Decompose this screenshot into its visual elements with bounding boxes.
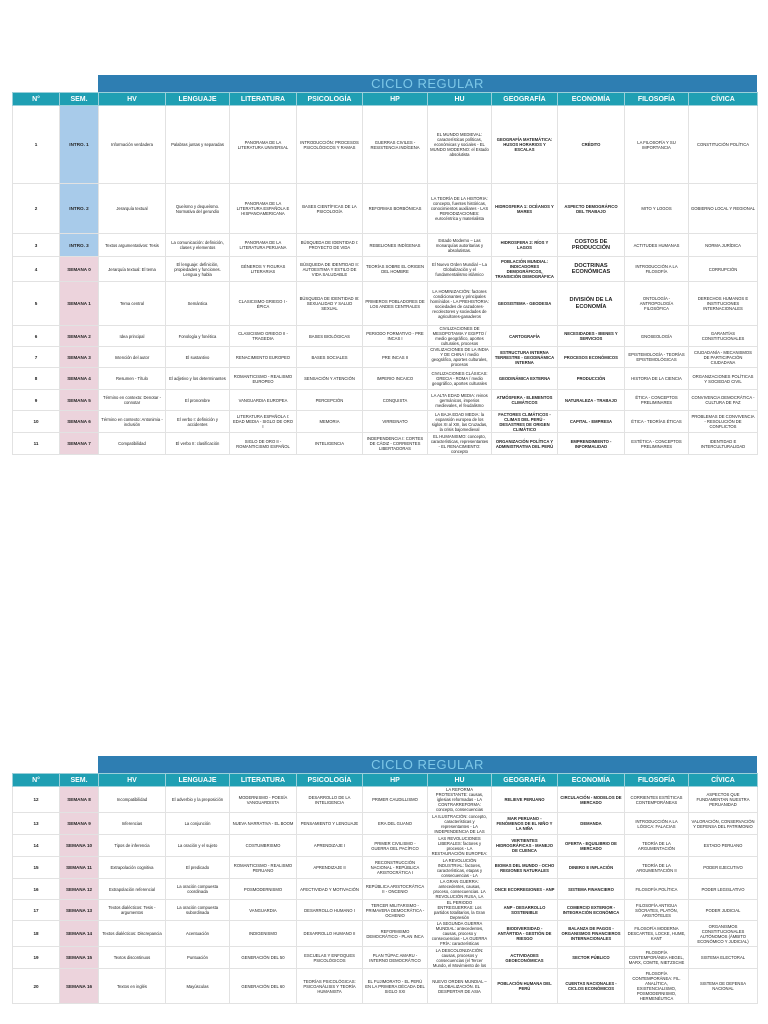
- cell-psicologia: ESCUELAS Y ENFOQUES PSICOLÓGICOS: [297, 947, 363, 969]
- cell-civica: CONSTITUCIÓN POLÍTICA: [689, 106, 758, 184]
- cell-lenguaje: La oración compuesta coordinada: [166, 879, 230, 900]
- cell-lenguaje: El pronombre: [166, 390, 230, 411]
- cell-economia: DEMANDA: [558, 813, 625, 835]
- cell-hu: LA GRAN GUERRA: antecedentes, causas, proceso, consecuencias. LA REVOLUCIÓN RUSA, LA: [428, 879, 492, 900]
- cell-psicologia: APRENDIZAJE I: [297, 835, 363, 857]
- cell-hv: Inferencias: [99, 813, 166, 835]
- cell-hp: REFORMAS BORBÓNICAS: [363, 184, 428, 234]
- cell-civica: SISTEMA DE DEFENSA NACIONAL: [689, 969, 758, 1004]
- cell-filosofia: HISTORIA DE LA CIENCIA: [625, 368, 689, 390]
- cell-hv: Extrapolación cognitiva: [99, 857, 166, 879]
- cell-num: 13: [13, 813, 60, 835]
- cell-sem: SEMANA 7: [60, 433, 99, 455]
- cell-hu: LA DESCOLONIZACIÓN: causas, procesos y consecuencias (el Tercer Mundo, el Movimiento de los: [428, 947, 492, 969]
- schedule-table-1: [12, 92, 758, 455]
- cell-civica: NORMA JURÍDICA: [689, 234, 758, 257]
- column-header-economia: ECONOMÍA: [558, 774, 625, 787]
- cell-hu: EL MUNDO MEDIEVAL: características políticas, económicas y sociales - EL MUNDO MODERNO: el Estado absolutista: [428, 106, 492, 184]
- cell-literatura: NUEVA NARRATIVA - EL BOOM: [230, 813, 297, 835]
- column-header-lenguaje: LENGUAJE: [166, 93, 230, 106]
- cell-hp: IMPERIO INCAICO: [363, 368, 428, 390]
- cell-filosofia: FILOSOFÍA POLÍTICA: [625, 879, 689, 900]
- cell-economia: CIRCULACIÓN - MODELOS DE MERCADO: [558, 787, 625, 813]
- cell-civica: CONVIVENCIA DEMOCRÁTICA - CULTURA DE PAZ: [689, 390, 758, 411]
- cell-hv: Textos discontinuos: [99, 947, 166, 969]
- cell-lenguaje: El verbo II: clasificación: [166, 433, 230, 455]
- table-row: [13, 921, 758, 947]
- cell-hv: Textos en inglés: [99, 969, 166, 1004]
- cell-geografia: ATMÓSFERA - ELEMENTOS CLIMÁTICOS: [492, 390, 558, 411]
- schedule-sheet-1: [12, 75, 757, 455]
- cell-sem: INTRO. 3: [60, 234, 99, 257]
- cell-literatura: VANGUARDIA EUROPEA: [230, 390, 297, 411]
- table-body: [13, 106, 758, 455]
- cell-geografia: CARTOGRAFÍA: [492, 326, 558, 347]
- cell-filosofia: CORRIENTES ESTÉTICAS CONTEMPORÁNEAS: [625, 787, 689, 813]
- cell-psicologia: BÚSQUEDA DE IDENTIDAD I: PROYECTO DE VIDA: [297, 234, 363, 257]
- cell-hv: Textos dialécticos: Discrepancia: [99, 921, 166, 947]
- cell-geografia: HIDROSFERA 2: RÍOS Y LAGOS: [492, 234, 558, 257]
- cell-geografia: BIODIVERSIDAD - ANTÁRTIDA - GESTIÓN DE RIESGO: [492, 921, 558, 947]
- cell-hv: Jerarquía textual: El tema: [99, 257, 166, 282]
- cell-filosofia: TEORÍA DE LA ARGUMENTACIÓN II: [625, 857, 689, 879]
- cell-psicologia: PERCEPCIÓN: [297, 390, 363, 411]
- cell-civica: GOBIERNO LOCAL Y REGIONAL: [689, 184, 758, 234]
- cell-civica: PODER EJECUTIVO: [689, 857, 758, 879]
- table-row: [13, 347, 758, 368]
- cell-hp: PRE INCAS II: [363, 347, 428, 368]
- cell-civica: IDENTIDAD E INTERCULTURALIDAD: [689, 433, 758, 455]
- cell-civica: CIUDADANÍA - MECANISMOS DE PARTICIPACIÓN CIUDADANA: [689, 347, 758, 368]
- cell-hv: Término en contexto: Denotar - connotar: [99, 390, 166, 411]
- banner-title: CICLO REGULAR: [98, 756, 757, 773]
- cell-geografia: GEODINÁMICA EXTERNA: [492, 368, 558, 390]
- cell-economia: BALANZA DE PAGOS - ORGANISMOS FINANCIEROS INTERNACIONALES: [558, 921, 625, 947]
- table-row: [13, 411, 758, 433]
- cell-geografia: GEOSISTEMA - GEODESIA: [492, 282, 558, 326]
- column-header-filosofia: FILOSOFÍA: [625, 93, 689, 106]
- cell-hu: LA REFORMA PROTESTANTE: causas, iglesias reformadas - LA CONTRARREFORMA: concepto, consecuencias: [428, 787, 492, 813]
- cell-hp: GUERRAS CIVILES - RESISTENCIA INDÍGENA: [363, 106, 428, 184]
- column-header-literatura: LITERATURA: [230, 93, 297, 106]
- cell-lenguaje: La conjunción: [166, 813, 230, 835]
- table-row: [13, 857, 758, 879]
- cell-filosofia: FILOSOFÍA MODERNA DESCARTES, LOCKE, HUME, KANT: [625, 921, 689, 947]
- table-row: [13, 368, 758, 390]
- cell-geografia: BIOMAS DEL MUNDO - OCHO REGIONES NATURALES: [492, 857, 558, 879]
- cell-geografia: GEOGRAFÍA MATEMÁTICA: HUSOS HORARIOS Y ESCALAS: [492, 106, 558, 184]
- banner: [12, 756, 757, 773]
- schedule-table-2: [12, 773, 758, 1004]
- header-row: [13, 93, 758, 106]
- cell-hp: VIRREINATO: [363, 411, 428, 433]
- column-header-num: N°: [13, 774, 60, 787]
- table-row: [13, 257, 758, 282]
- cell-lenguaje: El lenguaje: definición, propiedades y funciones. Lengua y habla: [166, 257, 230, 282]
- cell-lenguaje: El sustantivo: [166, 347, 230, 368]
- cell-lenguaje: Puntuación: [166, 947, 230, 969]
- table-body: [13, 787, 758, 1004]
- cell-sem: INTRO. 2: [60, 184, 99, 234]
- column-header-hp: HP: [363, 93, 428, 106]
- cell-literatura: MODERNISMO - POESÍA VANGUARDISTA: [230, 787, 297, 813]
- cell-lenguaje: El adjetivo y los determinantes: [166, 368, 230, 390]
- cell-psicologia: AFECTIVIDAD Y MOTIVACIÓN: [297, 879, 363, 900]
- cell-civica: SISTEMA ELECTORAL: [689, 947, 758, 969]
- cell-psicologia: INTELIGENCIA: [297, 433, 363, 455]
- cell-sem: SEMANA 6: [60, 411, 99, 433]
- cell-num: 8: [13, 368, 60, 390]
- column-header-geografia: GEOGRAFÍA: [492, 93, 558, 106]
- cell-num: 6: [13, 326, 60, 347]
- column-header-sem: SEM.: [60, 93, 99, 106]
- cell-filosofia: ESTÉTICA - CONCEPTOS PRELIMINARES: [625, 433, 689, 455]
- column-header-literatura: LITERATURA: [230, 774, 297, 787]
- cell-geografia: ORGANIZACIÓN POLÍTICA Y ADMINISTRATIVA DEL PERÚ: [492, 433, 558, 455]
- cell-lenguaje: El predicado: [166, 857, 230, 879]
- cell-economia: COSTOS DE PRODUCCIÓN: [558, 234, 625, 257]
- cell-hp: INDEPENDENCIA I: CORTES DE CÁDIZ - CORRIENTES LIBERTADORAS: [363, 433, 428, 455]
- cell-lenguaje: Palabras juntas y separadas: [166, 106, 230, 184]
- table-row: [13, 282, 758, 326]
- cell-geografia: POBLACIÓN HUMANA DEL PERÚ: [492, 969, 558, 1004]
- table-row: [13, 813, 758, 835]
- table-row: [13, 835, 758, 857]
- column-header-sem: SEM.: [60, 774, 99, 787]
- cell-literatura: PANORAMA DE LA LITERATURA UNIVERSAL: [230, 106, 297, 184]
- cell-hp: PRIMER CIVILISMO - GUERRA DEL PACÍFICO: [363, 835, 428, 857]
- cell-hv: Idea principal: [99, 326, 166, 347]
- cell-filosofia: INTRODUCCIÓN A LA FILOSOFÍA: [625, 257, 689, 282]
- cell-civica: DERECHOS HUMANOS E INSTITUCIONES INTERNACIONALES: [689, 282, 758, 326]
- cell-num: 4: [13, 257, 60, 282]
- cell-civica: ESTADO PERUANO: [689, 835, 758, 857]
- cell-hp: PRIMER CAUDILLISMO: [363, 787, 428, 813]
- cell-filosofia: GNOSEOLOGÍA: [625, 326, 689, 347]
- cell-economia: DOCTRINAS ECONÓMICAS: [558, 257, 625, 282]
- cell-hp: TEORÍAS SOBRE EL ORIGEN DEL HOMBRE: [363, 257, 428, 282]
- cell-lenguaje: La oración y el sujeto: [166, 835, 230, 857]
- column-header-lenguaje: LENGUAJE: [166, 774, 230, 787]
- cell-hu: LA TEORÍA DE LA HISTORIA: concepto, fuentes históricas, conocimientos auxiliares - LAS PERIODIZACIONES: eurocéntrica y materialista: [428, 184, 492, 234]
- cell-civica: PODER LEGISLATIVO: [689, 879, 758, 900]
- cell-sem: SEMANA 12: [60, 879, 99, 900]
- cell-num: 7: [13, 347, 60, 368]
- cell-geografia: ONCE ECORREGIONES - ANP: [492, 879, 558, 900]
- column-header-filosofia: FILOSOFÍA: [625, 774, 689, 787]
- cell-civica: PROBLEMAS DE CONVIVENCIA - RESOLUCIÓN DE CONFLICTOS: [689, 411, 758, 433]
- cell-num: 20: [13, 969, 60, 1004]
- cell-hu: El Nuevo Orden Mundial – La Globalización y el fundamentalismo islámico: [428, 257, 492, 282]
- cell-hu: CIVILIZACIONES DE MESOPOTAMIA Y EGIPTO / medio geográfico, aportes culturales, procesos: [428, 326, 492, 347]
- column-header-psicologia: PSICOLOGÍA: [297, 93, 363, 106]
- table-row: [13, 390, 758, 411]
- cell-hp: CONQUISTA: [363, 390, 428, 411]
- cell-geografia: ANP - DESARROLLO SOSTENIBLE: [492, 900, 558, 921]
- cell-sem: SEMANA 14: [60, 921, 99, 947]
- cell-hu: CIVILIZACIONES CLÁSICAS: GRECIA - ROMA / medio geográfico, aportes culturales: [428, 368, 492, 390]
- cell-filosofia: ACTITUDES HUMANAS: [625, 234, 689, 257]
- cell-sem: SEMANA 0: [60, 257, 99, 282]
- cell-hu: Estado Moderno – Las monarquías autoritarias y absolutistas.: [428, 234, 492, 257]
- table-row: [13, 969, 758, 1004]
- cell-hu: LA BAJA EDAD MEDIA: la expansión europea de los siglos XI al XIII, las Cruzadas, la crisis bajomedieval: [428, 411, 492, 433]
- cell-literatura: COSTUMBRISMO: [230, 835, 297, 857]
- cell-filosofia: EPISTEMOLOGÍA - TEORÍAS EPISTEMOLÓGICAS: [625, 347, 689, 368]
- cell-filosofia: FILOSOFÍA CONTEMPORÁNEA HEGEL, MARX, COMTE, NIETZSCHE: [625, 947, 689, 969]
- cell-geografia: ESTRUCTURA INTERNA TERRESTRE - GEODINÁMICA INTERNA: [492, 347, 558, 368]
- banner-title: CICLO REGULAR: [98, 75, 757, 92]
- column-header-hu: HU: [428, 93, 492, 106]
- cell-economia: CRÉDITO: [558, 106, 625, 184]
- cell-hu: CIVILIZACIONES DE LA INDIA Y DE CHINA / medio geográfico, aportes culturales, procesos: [428, 347, 492, 368]
- cell-hp: ERA DEL GUANO: [363, 813, 428, 835]
- cell-hv: Jerarquía textual: [99, 184, 166, 234]
- cell-psicologia: DESARROLLO HUMANO I: [297, 900, 363, 921]
- cell-num: 12: [13, 787, 60, 813]
- cell-filosofia: FILOSOFÍA CONTEMPORÁNEA: FIL. ANALÍTICA, EXISTENCIALISMO, POSMODERNISMO, HERMENÉUTICA: [625, 969, 689, 1004]
- cell-psicologia: BÚSQUEDA DE IDENTIDAD II: AUTOESTIMA Y ESTILO DE VIDA SALUDABLE: [297, 257, 363, 282]
- cell-sem: SEMANA 13: [60, 900, 99, 921]
- cell-economia: DINERO E INFLACIÓN: [558, 857, 625, 879]
- cell-economia: CUENTAS NACIONALES - CICLOS ECONÓMICOS: [558, 969, 625, 1004]
- cell-hp: EL FUJIMORATO - EL PERÚ EN LA PRIMERA DÉCADA DEL SIGLO XXI: [363, 969, 428, 1004]
- cell-num: 18: [13, 921, 60, 947]
- cell-filosofia: TEORÍA DE LA ARGUMENTACIÓN: [625, 835, 689, 857]
- cell-economia: OFERTA - EQUILIBRIO DE MERCADO: [558, 835, 625, 857]
- cell-hv: Incompatibilidad: [99, 787, 166, 813]
- cell-literatura: POSMODERNISMO: [230, 879, 297, 900]
- cell-economia: SECTOR PÚBLICO: [558, 947, 625, 969]
- cell-hv: Textos dialécticos: Tesis - argumentos: [99, 900, 166, 921]
- cell-economia: NATURALEZA - TRABAJO: [558, 390, 625, 411]
- cell-filosofia: FILOSOFÍA ANTIGUA SÓCRATES, PLATÓN, ARISTÓTELES: [625, 900, 689, 921]
- cell-lenguaje: El adverbio y la preposición: [166, 787, 230, 813]
- cell-hu: LA HOMINIZACIÓN: factores condicionantes y principales homínidos - LA PREHISTORIA: sociedades de cazadores-recolectores y sociedades de agricultores-ganaderos: [428, 282, 492, 326]
- cell-hp: RECONSTRUCCIÓN NACIONAL - REPÚBLICA ARISTOCRÁTICA I: [363, 857, 428, 879]
- cell-literatura: GENERACIÓN DEL 60: [230, 969, 297, 1004]
- cell-hu: LA SEGUNDA GUERRA MUNDIAL: antecedentes, causas, proceso y consecuencias - LA GUERRA FRÍA: características: [428, 921, 492, 947]
- cell-geografia: HIDROSFERA 1: OCÉANOS Y MARES: [492, 184, 558, 234]
- cell-num: 17: [13, 900, 60, 921]
- cell-lenguaje: Fonología y fonética: [166, 326, 230, 347]
- cell-civica: ORGANIZACIONES POLÍTICAS Y SOCIEDAD CIVIL: [689, 368, 758, 390]
- cell-literatura: INDIGENISMO: [230, 921, 297, 947]
- cell-civica: PODER JUDICIAL: [689, 900, 758, 921]
- cell-literatura: ROMANTICISMO - REALISMO EUROPEO: [230, 368, 297, 390]
- cell-literatura: CLASICISMO GRIEGO II - TRAGEDIA: [230, 326, 297, 347]
- cell-lenguaje: Semántica: [166, 282, 230, 326]
- cell-geografia: ACTIVIDADES GEOECONÓMICAS: [492, 947, 558, 969]
- cell-psicologia: BASES CIENTÍFICAS DE LA PSICOLOGÍA: [297, 184, 363, 234]
- cell-num: 2: [13, 184, 60, 234]
- cell-geografia: MAR PERUANO - FENÓMENOS DE EL NIÑO Y LA NIÑA: [492, 813, 558, 835]
- cell-hp: REFORMISMO DEMOCRÁTICO - PLAN INCA: [363, 921, 428, 947]
- cell-hp: REPÚBLICA ARISTOCRÁTICA II - ONCENIO: [363, 879, 428, 900]
- cell-sem: SEMANA 8: [60, 787, 99, 813]
- cell-hv: Textos argumentativos: Tesis: [99, 234, 166, 257]
- cell-hu: LAS REVOLUCIONES LIBERALES: factores y procesos - LA RESTAURACIÓN EUROPEA:: [428, 835, 492, 857]
- cell-num: 15: [13, 857, 60, 879]
- cell-economia: COMERCIO EXTERIOR - INTEGRACIÓN ECONÓMICA: [558, 900, 625, 921]
- cell-geografia: POBLACIÓN MUNDIAL: INDICADORES DEMOGRÁFICOS, TRANSICIÓN DEMOGRÁFICA: [492, 257, 558, 282]
- table-row: [13, 234, 758, 257]
- cell-hp: PRIMEROS POBLADORES DE LOS ANDES CENTRALES: [363, 282, 428, 326]
- cell-hu: LA ALTA EDAD MEDIA: reinos germánicos, imperios medievales, el feudalismo: [428, 390, 492, 411]
- cell-sem: SEMANA 11: [60, 857, 99, 879]
- cell-hv: Información verdadera: [99, 106, 166, 184]
- cell-lenguaje: Mayúsculas: [166, 969, 230, 1004]
- cell-hv: Extrapolación referencial: [99, 879, 166, 900]
- table-row: [13, 106, 758, 184]
- cell-sem: SEMANA 2: [60, 326, 99, 347]
- cell-literatura: GÉNEROS Y FIGURAS LITERARIAS: [230, 257, 297, 282]
- cell-hv: Tema central: [99, 282, 166, 326]
- cell-psicologia: PENSAMIENTO Y LENGUAJE: [297, 813, 363, 835]
- cell-hp: TERCER MILITARISMO - PRIMAVERA DEMOCRÁTICA - OCHENIO: [363, 900, 428, 921]
- column-header-hv: HV: [99, 93, 166, 106]
- cell-lenguaje: El verbo I: definición y accidentes: [166, 411, 230, 433]
- cell-literatura: GENERACIÓN DEL 50: [230, 947, 297, 969]
- cell-filosofia: ONTOLOGÍA - ANTROPOLOGÍA FILOSÓFICA: [625, 282, 689, 326]
- cell-hu: EL PERIODO ENTREGUERRAS: Los partidos totalitarios, la Gran Depresión: [428, 900, 492, 921]
- table-row: [13, 184, 758, 234]
- cell-psicologia: APRENDIZAJE II: [297, 857, 363, 879]
- cell-sem: INTRO. 1: [60, 106, 99, 184]
- cell-num: 9: [13, 390, 60, 411]
- cell-hv: Resumen - Título: [99, 368, 166, 390]
- cell-num: 10: [13, 411, 60, 433]
- cell-psicologia: SENSACIÓN Y ATENCIÓN: [297, 368, 363, 390]
- column-header-civica: CÍVICA: [689, 93, 758, 106]
- cell-economia: SISTEMA FINANCIERO: [558, 879, 625, 900]
- cell-sem: SEMANA 15: [60, 947, 99, 969]
- cell-civica: ASPECTOS QUE FUNDAMENTAN NUESTRA PERUANIDAD: [689, 787, 758, 813]
- cell-psicologia: TEORÍAS PSICOLÓGICAS: PSICOANÁLISIS Y TEORÍA HUMANISTA: [297, 969, 363, 1004]
- cell-num: 19: [13, 947, 60, 969]
- cell-lenguaje: La oración compuesta subordinada: [166, 900, 230, 921]
- cell-economia: NECESIDADES - BIENES Y SERVICIOS: [558, 326, 625, 347]
- cell-num: 11: [13, 433, 60, 455]
- cell-hv: Tipos de inferencia: [99, 835, 166, 857]
- cell-civica: CORRUPCIÓN: [689, 257, 758, 282]
- cell-sem: SEMANA 4: [60, 368, 99, 390]
- cell-num: 14: [13, 835, 60, 857]
- cell-lenguaje: Acentuación: [166, 921, 230, 947]
- cell-geografia: FACTORES CLIMÁTICOS - CLIMAS DEL PERÚ - DESASTRES DE ORIGEN CLIMÁTICO: [492, 411, 558, 433]
- cell-filosofia: INTRODUCCIÓN A LA LÓGICA: FALACIAS: [625, 813, 689, 835]
- column-header-hp: HP: [363, 774, 428, 787]
- cell-economia: DIVISIÓN DE LA ECONOMÍA: [558, 282, 625, 326]
- cell-literatura: SIGLO DE ORO II - ROMANTICISMO ESPAÑOL: [230, 433, 297, 455]
- column-header-psicologia: PSICOLOGÍA: [297, 774, 363, 787]
- cell-civica: GARANTÍAS CONSTITUCIONALES: [689, 326, 758, 347]
- cell-hp: PERIODO FORMATIVO - PRE INCAS I: [363, 326, 428, 347]
- cell-hu: LA REVOLUCIÓN INDUSTRIAL: factores, características, etapas y consecuencias - LA: [428, 857, 492, 879]
- cell-psicologia: INTRODUCCIÓN: PROCESOS PSICOLÓGICOS Y RAMAS: [297, 106, 363, 184]
- column-header-economia: ECONOMÍA: [558, 93, 625, 106]
- cell-sem: SEMANA 9: [60, 813, 99, 835]
- column-header-num: N°: [13, 93, 60, 106]
- table-row: [13, 947, 758, 969]
- cell-literatura: LITERATURA ESPAÑOLA I: EDAD MEDIA - SIGLO DE ORO I: [230, 411, 297, 433]
- cell-psicologia: BASES SOCIALES: [297, 347, 363, 368]
- table-row: [13, 326, 758, 347]
- cell-sem: SEMANA 16: [60, 969, 99, 1004]
- column-header-hv: HV: [99, 774, 166, 787]
- cell-hp: REBELIONES INDÍGENAS: [363, 234, 428, 257]
- table-row: [13, 879, 758, 900]
- cell-hv: Intención del autor: [99, 347, 166, 368]
- cell-economia: PROCESOS ECONÓMICOS: [558, 347, 625, 368]
- cell-literatura: VANGUARDIA: [230, 900, 297, 921]
- cell-psicologia: BASES BIOLÓGICAS: [297, 326, 363, 347]
- cell-filosofia: ÉTICA - TEORÍAS ÉTICAS: [625, 411, 689, 433]
- table-row: [13, 433, 758, 455]
- cell-literatura: RENACIMIENTO EUROPEO: [230, 347, 297, 368]
- cell-civica: VALORACIÓN, CONSERVACIÓN Y DEFENSA DEL PATRIMONIO: [689, 813, 758, 835]
- cell-filosofia: MITO Y LOGOS: [625, 184, 689, 234]
- cell-geografia: VERTIENTES HIDROGRÁFICAS - MANEJO DE CUENCA: [492, 835, 558, 857]
- cell-psicologia: DESARROLLO DE LA INTELIGENCIA: [297, 787, 363, 813]
- column-header-civica: CÍVICA: [689, 774, 758, 787]
- schedule-sheet-2: [12, 756, 757, 1004]
- banner: [12, 75, 757, 92]
- cell-hu: EL HUMANISMO: concepto, características, representantes - EL RENACIMIENTO: concepto: [428, 433, 492, 455]
- cell-psicologia: MEMORIA: [297, 411, 363, 433]
- cell-civica: ORGANISMOS CONSTITUCIONALES AUTÓNOMOS (ÁMBITO ECONÓMICO Y JUDICIAL): [689, 921, 758, 947]
- cell-hu: LA ILUSTRACIÓN: concepto, características y representantes - LA INDEPENDENCIA DE LAS: [428, 813, 492, 835]
- cell-psicologia: DESARROLLO HUMANO II: [297, 921, 363, 947]
- cell-hv: Término en contexto: Antonimia - inclusión: [99, 411, 166, 433]
- cell-lenguaje: La comunicación: definición, clases y elementos: [166, 234, 230, 257]
- cell-hp: PLAN TÚPAC AMARU - INTERNO DEMOCRÁTICO: [363, 947, 428, 969]
- cell-num: 5: [13, 282, 60, 326]
- column-header-hu: HU: [428, 774, 492, 787]
- cell-num: 16: [13, 879, 60, 900]
- cell-literatura: CLASICISMO GRIEGO I - ÉPICA: [230, 282, 297, 326]
- cell-sem: SEMANA 5: [60, 390, 99, 411]
- cell-economia: EMPRENDIMIENTO - INFORMALIDAD: [558, 433, 625, 455]
- cell-economia: ASPECTO DEMOGRÁFICO DEL TRABAJO: [558, 184, 625, 234]
- cell-sem: SEMANA 1: [60, 282, 99, 326]
- cell-filosofia: LA FILOSOFÍA Y SU IMPORTANCIA: [625, 106, 689, 184]
- cell-economia: CAPITAL - EMPRESA: [558, 411, 625, 433]
- cell-hv: Compatibilidad: [99, 433, 166, 455]
- cell-lenguaje: Queísmo y dequeísmo. Normativa del gerundio: [166, 184, 230, 234]
- cell-literatura: PANORAMA DE LA LITERATURA PERUANA: [230, 234, 297, 257]
- cell-sem: SEMANA 10: [60, 835, 99, 857]
- header-row: [13, 774, 758, 787]
- cell-geografia: RELIEVE PERUANO: [492, 787, 558, 813]
- cell-num: 3: [13, 234, 60, 257]
- cell-psicologia: BÚSQUEDA DE IDENTIDAD III: SEXUALIDAD Y SALUD SEXUAL: [297, 282, 363, 326]
- cell-literatura: ROMANTICISMO - REALISMO PERUANO: [230, 857, 297, 879]
- cell-hu: NUEVO ORDEN MUNDIAL – GLOBALIZACIÓN. EL DESPERTAR DE ASIA: [428, 969, 492, 1004]
- cell-economia: PRODUCCIÓN: [558, 368, 625, 390]
- cell-literatura: PANORAMA DE LA LITERATURA ESPAÑOLA E HISPANOAMERICANA: [230, 184, 297, 234]
- column-header-geografia: GEOGRAFÍA: [492, 774, 558, 787]
- cell-filosofia: ÉTICA - CONCEPTOS PRELIMINARES: [625, 390, 689, 411]
- cell-num: 1: [13, 106, 60, 184]
- table-row: [13, 787, 758, 813]
- cell-sem: SEMANA 3: [60, 347, 99, 368]
- table-row: [13, 900, 758, 921]
